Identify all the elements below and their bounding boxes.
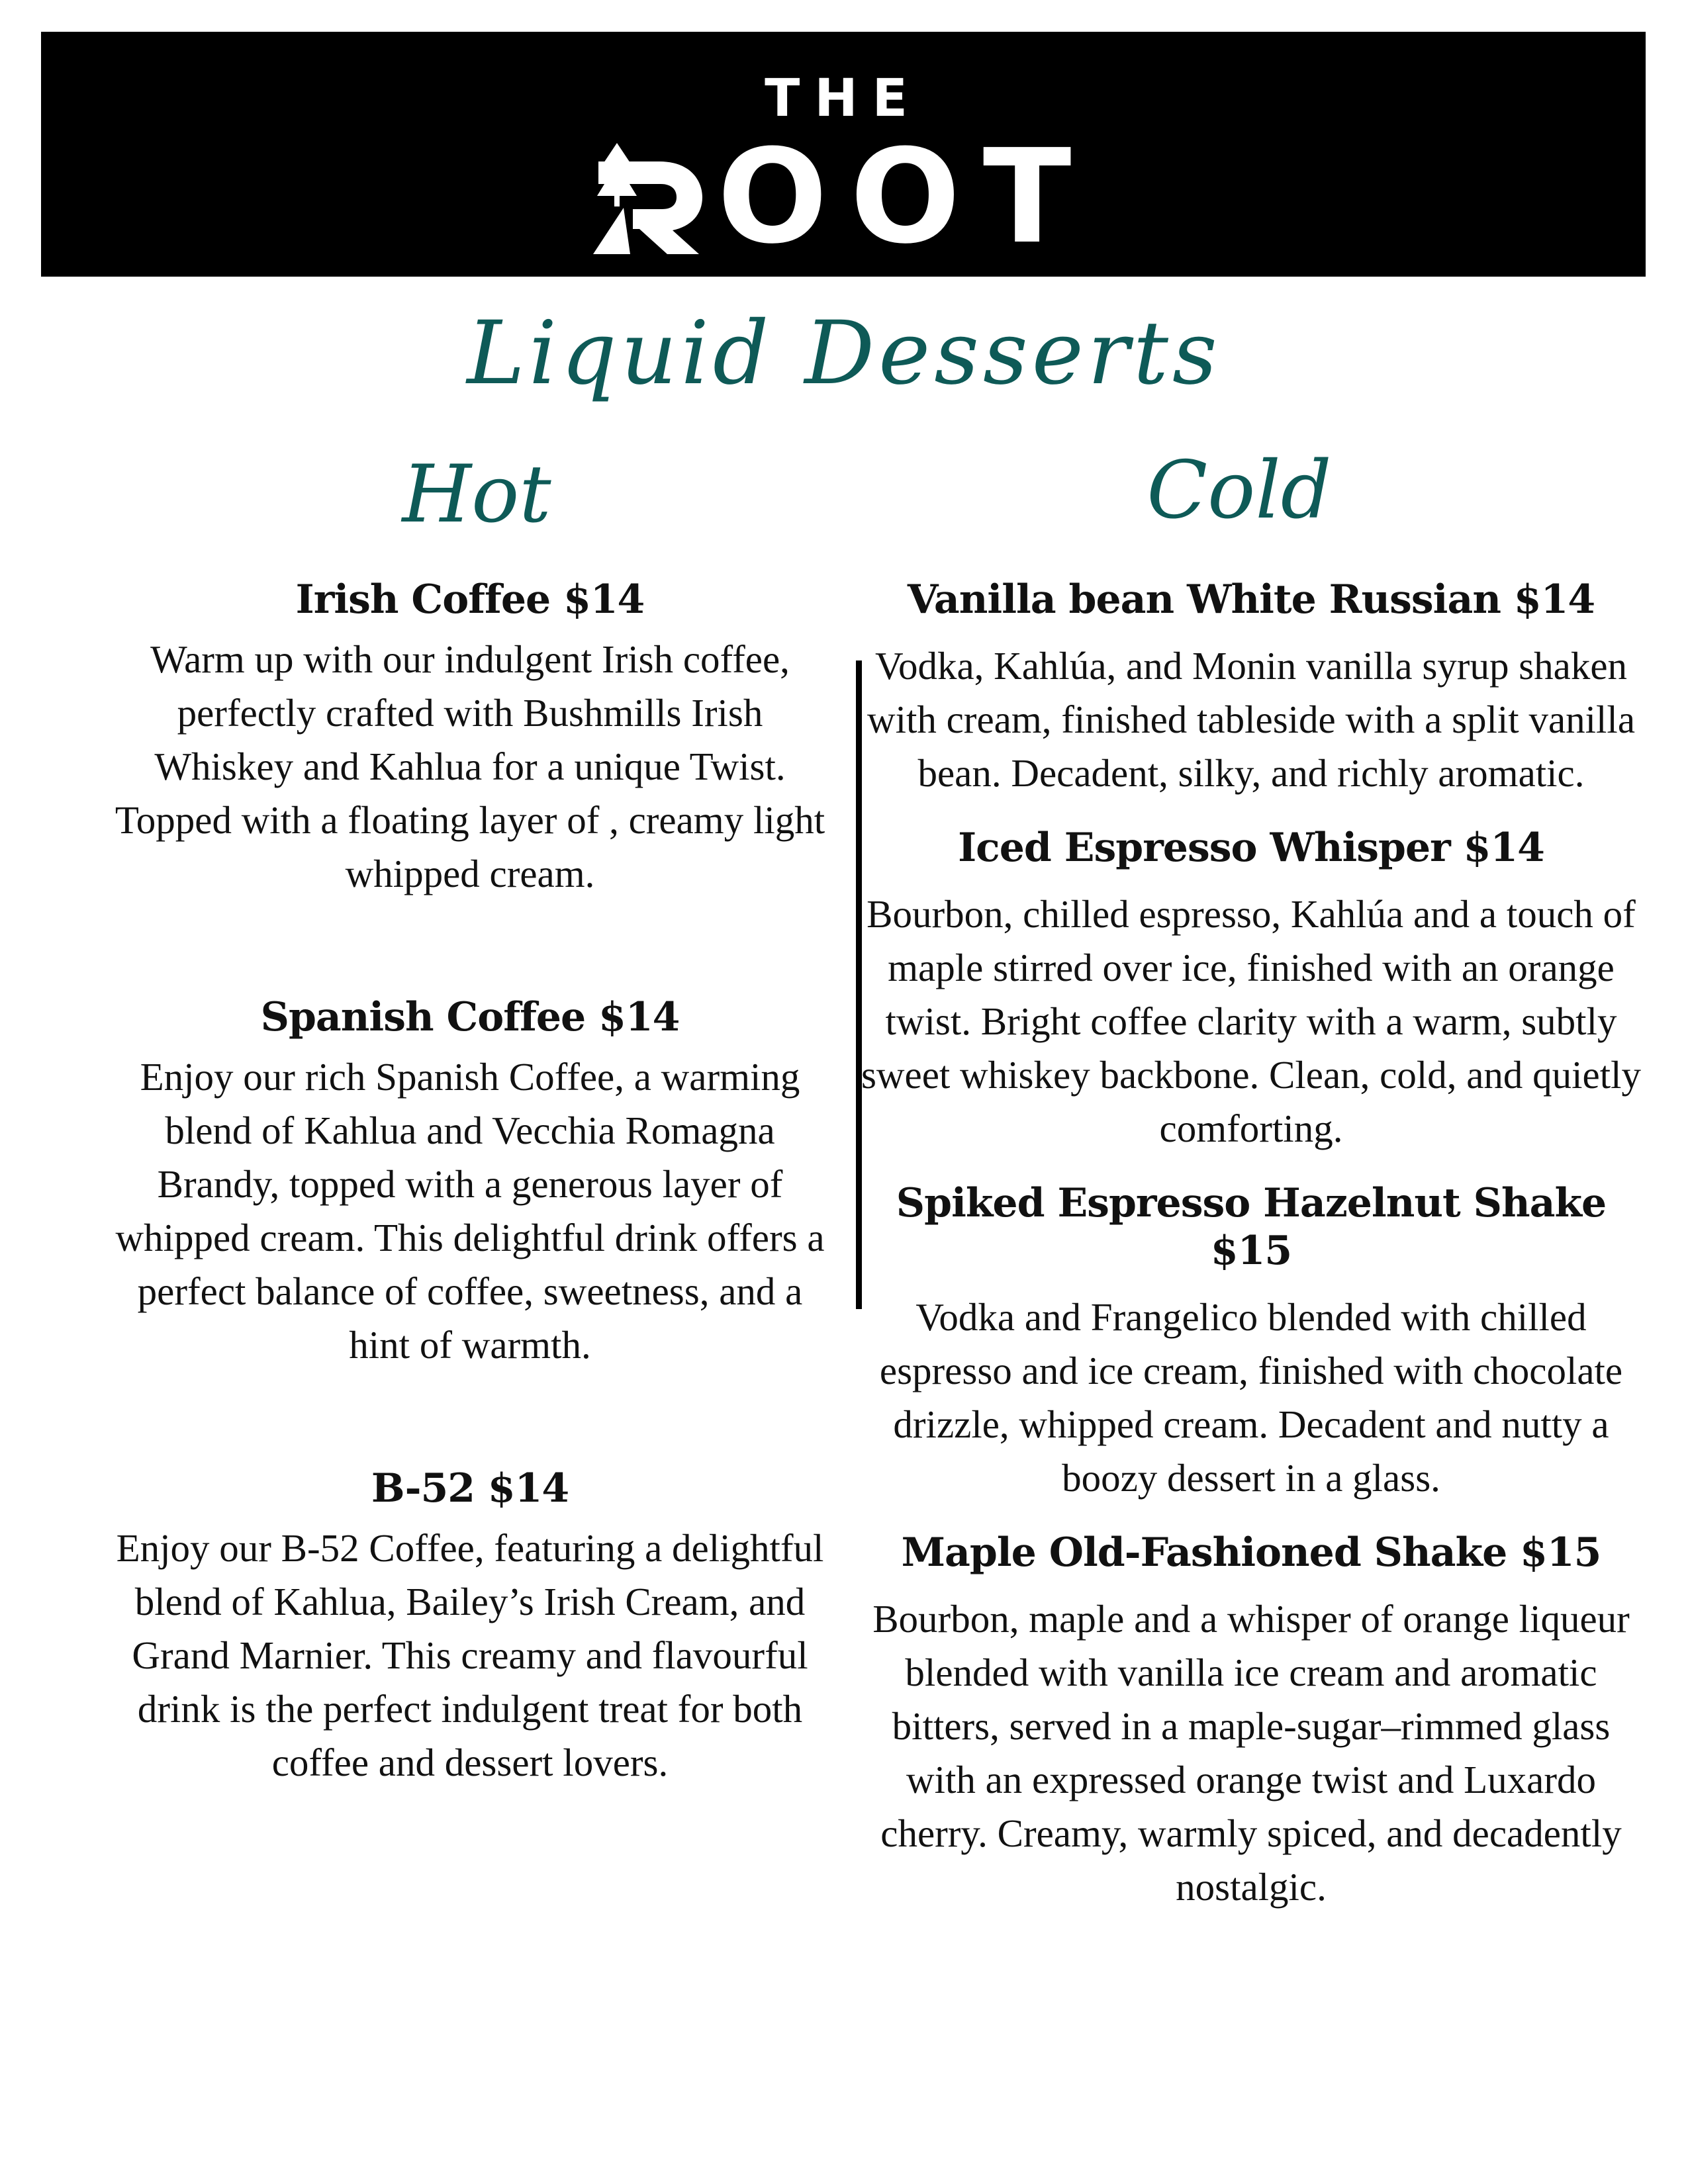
item-name: Iced Espresso Whisper $14 <box>958 825 1544 871</box>
menu-item <box>861 1179 1642 1505</box>
brand-the-text: THE <box>765 69 922 128</box>
brand-root-text: OOT <box>717 121 1094 273</box>
menu-title: Liquid Desserts <box>467 302 1221 404</box>
menu-item <box>861 576 1642 800</box>
item-description: Enjoy our B-52 Coffee, featuring a delightful blend of Kahlua, Bailey’s Irish Cream, and Grand Marnier. This creamy and flavourful drink is the perfect indulgent treat for both coffee and dessert lovers. <box>116 1526 824 1784</box>
menu-item <box>861 824 1642 1156</box>
item-description: Bourbon, chilled espresso, Kahlúa and a touch of maple stirred over ice, finished with an orange twist. Bright coffee clarity with a warm, subtly sweet whiskey backbone. Clean, cold, and quietly comforting. <box>861 892 1642 1150</box>
item-name: B-52 $14 <box>371 1465 569 1512</box>
hot-heading: Hot <box>402 449 551 541</box>
item-name: Spanish Coffee $14 <box>260 994 680 1040</box>
item-name: Maple Old-Fashioned Shake $15 <box>901 1529 1601 1576</box>
menu-item <box>861 1529 1642 1914</box>
hot-column <box>113 576 827 1882</box>
brand-logo <box>41 121 1646 273</box>
cold-heading: Cold <box>1147 445 1332 537</box>
header-banner <box>41 32 1646 277</box>
item-description: Enjoy our rich Spanish Coffee, a warming blend of Kahlua and Vecchia Romagna Brandy, topped with a generous layer of whipped cream. This delightful drink offers a perfect balance of coffee, sweetness, and a hint of warmth. <box>115 1055 825 1367</box>
item-name: Irish Coffee $14 <box>295 576 645 623</box>
item-description: Warm up with our indulgent Irish coffee, perfectly crafted with Bushmills Irish Whiskey and Kahlua for a unique Twist. Topped with a floating layer of , creamy light whipped cream. <box>115 637 825 895</box>
item-description: Vodka and Frangelico blended with chilled espresso and ice cream, finished with chocolate drizzle, whipped cream. Decadent and nutty a boozy dessert in a glass. <box>879 1295 1623 1500</box>
cold-column <box>861 576 1642 1938</box>
item-description: Vodka, Kahlúa, and Monin vanilla syrup shaken with cream, finished tableside with a split vanilla bean. Decadent, silky, and richly aromatic. <box>867 644 1636 795</box>
menu-item <box>113 993 827 1372</box>
item-description: Bourbon, maple and a whisper of orange liqueur blended with vanilla ice cream and aromatic bitters, served in a maple-sugar–rimmed glass with an expressed orange twist and Luxardo cherry. Creamy, warmly spiced, and decadently nostalgic. <box>872 1597 1630 1909</box>
item-name: Spiked Espresso Hazelnut Shake $15 <box>896 1180 1607 1274</box>
item-name: Vanilla bean White Russian $14 <box>907 576 1595 623</box>
tree-r-logo-icon <box>593 143 706 255</box>
menu-item <box>113 1465 827 1790</box>
menu-item <box>113 576 827 901</box>
